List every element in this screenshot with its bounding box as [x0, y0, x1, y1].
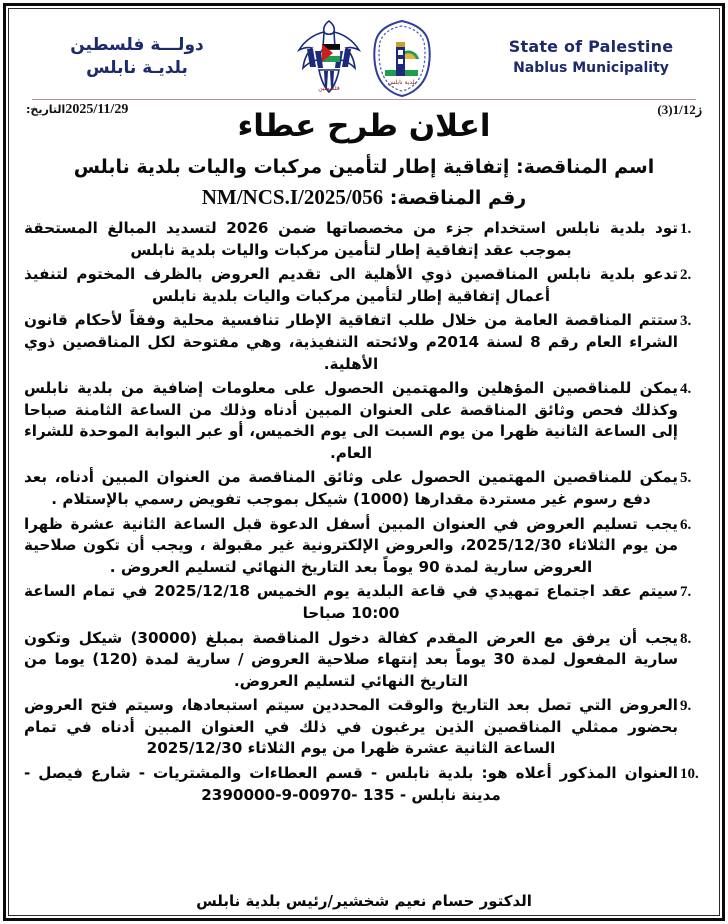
- clause-item: [22, 628, 706, 693]
- tender-number-line: [22, 182, 706, 213]
- clause-text: ستتم المناقصة العامة من خلال طلب اتفاقية الإطار تنافسية محلية وفقاً لأحكام قانون الشراء العام رقم 8 لسنة 2014م ولائحته التنفيذية، وهي مفتوحة لكل المناقصين ذوي الأهلية.: [24, 311, 678, 373]
- clause-item: [22, 378, 706, 464]
- clause-item: [22, 218, 706, 261]
- clause-number: 4.: [680, 381, 692, 398]
- palestine-eagle-emblem-icon: [293, 18, 365, 98]
- clause-item: [22, 695, 706, 760]
- clause-text: تود بلدية نابلس استخدام جزء من مخصصاتها ضمن 2026 لتسديد المبالغ المستحقة بموجب عقد إتفاقية إطار لتأمين مركبات واليات بلدية نابلس: [24, 219, 678, 259]
- tender-name-label: اسم المناقصة:: [515, 156, 655, 178]
- signature-line: الدكتور حسام نعيم شخشير/رئيس بلدية نابلس: [196, 892, 532, 910]
- svg-text:فلسطين: فلسطين: [318, 85, 340, 92]
- masthead-arabic-line2: بلديـة نابلس: [86, 58, 188, 78]
- tender-number-value: NM/NCS.I/2025/056: [201, 184, 384, 209]
- clause-number: 1.: [680, 221, 692, 238]
- nablus-municipality-crest-icon: [369, 18, 435, 98]
- document-date-value: 2025/11/29: [65, 102, 129, 117]
- masthead-english-line1: State of Palestine: [508, 37, 674, 57]
- tender-name-line: [22, 154, 706, 182]
- tender-number-label: رقم المناقصة:: [389, 186, 527, 209]
- clause-text: يمكن للمناقصين المهتمين الحصول على وثائق المناقصة من العنوان المبين أدناه، بعد دفع رسوم غير مستردة مقدارها (1000) شيكل بموجب تفويض رسمي بالإستلام .: [24, 468, 678, 509]
- clause-list: [22, 218, 706, 890]
- masthead-english-line2: Nablus Municipality: [513, 60, 669, 77]
- document-date: [26, 102, 128, 118]
- clause-number: 7.: [680, 584, 692, 601]
- svg-text:بلدية نابلس: بلدية نابلس: [387, 79, 417, 86]
- clause-item: [22, 581, 706, 624]
- clause-text: العنوان المذكور أعلاه هو: بلدية نابلس - قسم العطاءات والمشتريات - شارع فيصل - مدينة نابلس - 135 -00970-9-2390000: [24, 763, 678, 804]
- clause-item: [22, 264, 706, 307]
- clause-text: العروض التي تصل بعد التاريخ والوقت المحددين سيتم استبعادها، وسيتم فتح العروض بحضور ممثلي المناقصين الذين يرغبون في ذلك في العنوان المبين أدناه في تمام الساعة الثانية عشرة ظهرا من يوم الثلاثاء 2025/12/30: [24, 696, 678, 758]
- tender-name-value: إتفاقية إطار لتأمين مركبات واليات بلدية نابلس: [73, 156, 510, 178]
- clause-number: 6.: [680, 516, 692, 533]
- clause-number: 10.: [680, 765, 699, 782]
- emblems-group: [293, 16, 435, 98]
- masthead-arabic-line1: دولـــة فلسطين: [70, 35, 204, 56]
- meta-row: [22, 100, 706, 122]
- clause-number: 2.: [680, 267, 692, 284]
- masthead-english-block: [476, 35, 706, 78]
- clause-text: سيتم عقد اجتماع تمهيدي في قاعة البلدية يوم الخميس 2025/12/18 في تمام الساعة 10:00 صباحا: [24, 582, 678, 622]
- masthead-arabic-block: [22, 34, 252, 80]
- clause-number: 3.: [680, 313, 692, 330]
- clause-item: [22, 514, 706, 579]
- clause-item: [22, 467, 706, 510]
- clause-text: يمكن للمناقصين المؤهلين والمهتمين الحصول على معلومات إضافية من بلدية نابلس وكذلك فحص وثائق المناقصة على العنوان المبين أدناه وذلك من الساعة الثامنة صباحا إلى الساعة الثانية ظهرا من يوم السبت الى يوم الخميس، أو عبر البوابة الموحدة للشراء العام.: [24, 379, 678, 462]
- document-date-label: التاريخ:: [26, 103, 66, 116]
- page-title: اعلان طرح عطاء: [237, 108, 491, 144]
- clause-item: [22, 763, 706, 806]
- reference-number: ز1/12(3): [657, 102, 702, 117]
- clause-text: يجب تسليم العروض في العنوان المبين أسفل الدعوة قبل الساعة الثانية عشرة ظهرا من يوم الثلاثاء 2025/12/30، والعروض الإلكترونية غير مقبولة ، ويجب أن تكون صلاحية العروض سارية لمدة 90 يوماً بعد التاريخ النهائي لتسليم العروض .: [24, 514, 678, 576]
- clause-number: 9.: [680, 698, 692, 715]
- clause-text: يجب أن يرفق مع العرض المقدم كفالة دخول المناقصة بمبلغ (30000) شيكل وتكون سارية المفعول لمدة 30 يوماً بعد إنتهاء صلاحية العروض / سارية لمدة (120) يوما من التاريخ النهائي لتسليم العروض.: [24, 628, 679, 690]
- clause-item: [22, 310, 706, 375]
- clause-number: 5.: [680, 470, 692, 487]
- clause-text: تدعو بلدية نابلس المناقصين ذوي الأهلية الى تقديم العروض بالظرف المختوم لتنفيذ أعمال إتفاقية إطار لتأمين مركبات واليات بلدية نابلس: [24, 265, 678, 305]
- clause-number: 8.: [680, 630, 692, 647]
- document-content: [10, 10, 718, 914]
- document-masthead: [22, 16, 706, 98]
